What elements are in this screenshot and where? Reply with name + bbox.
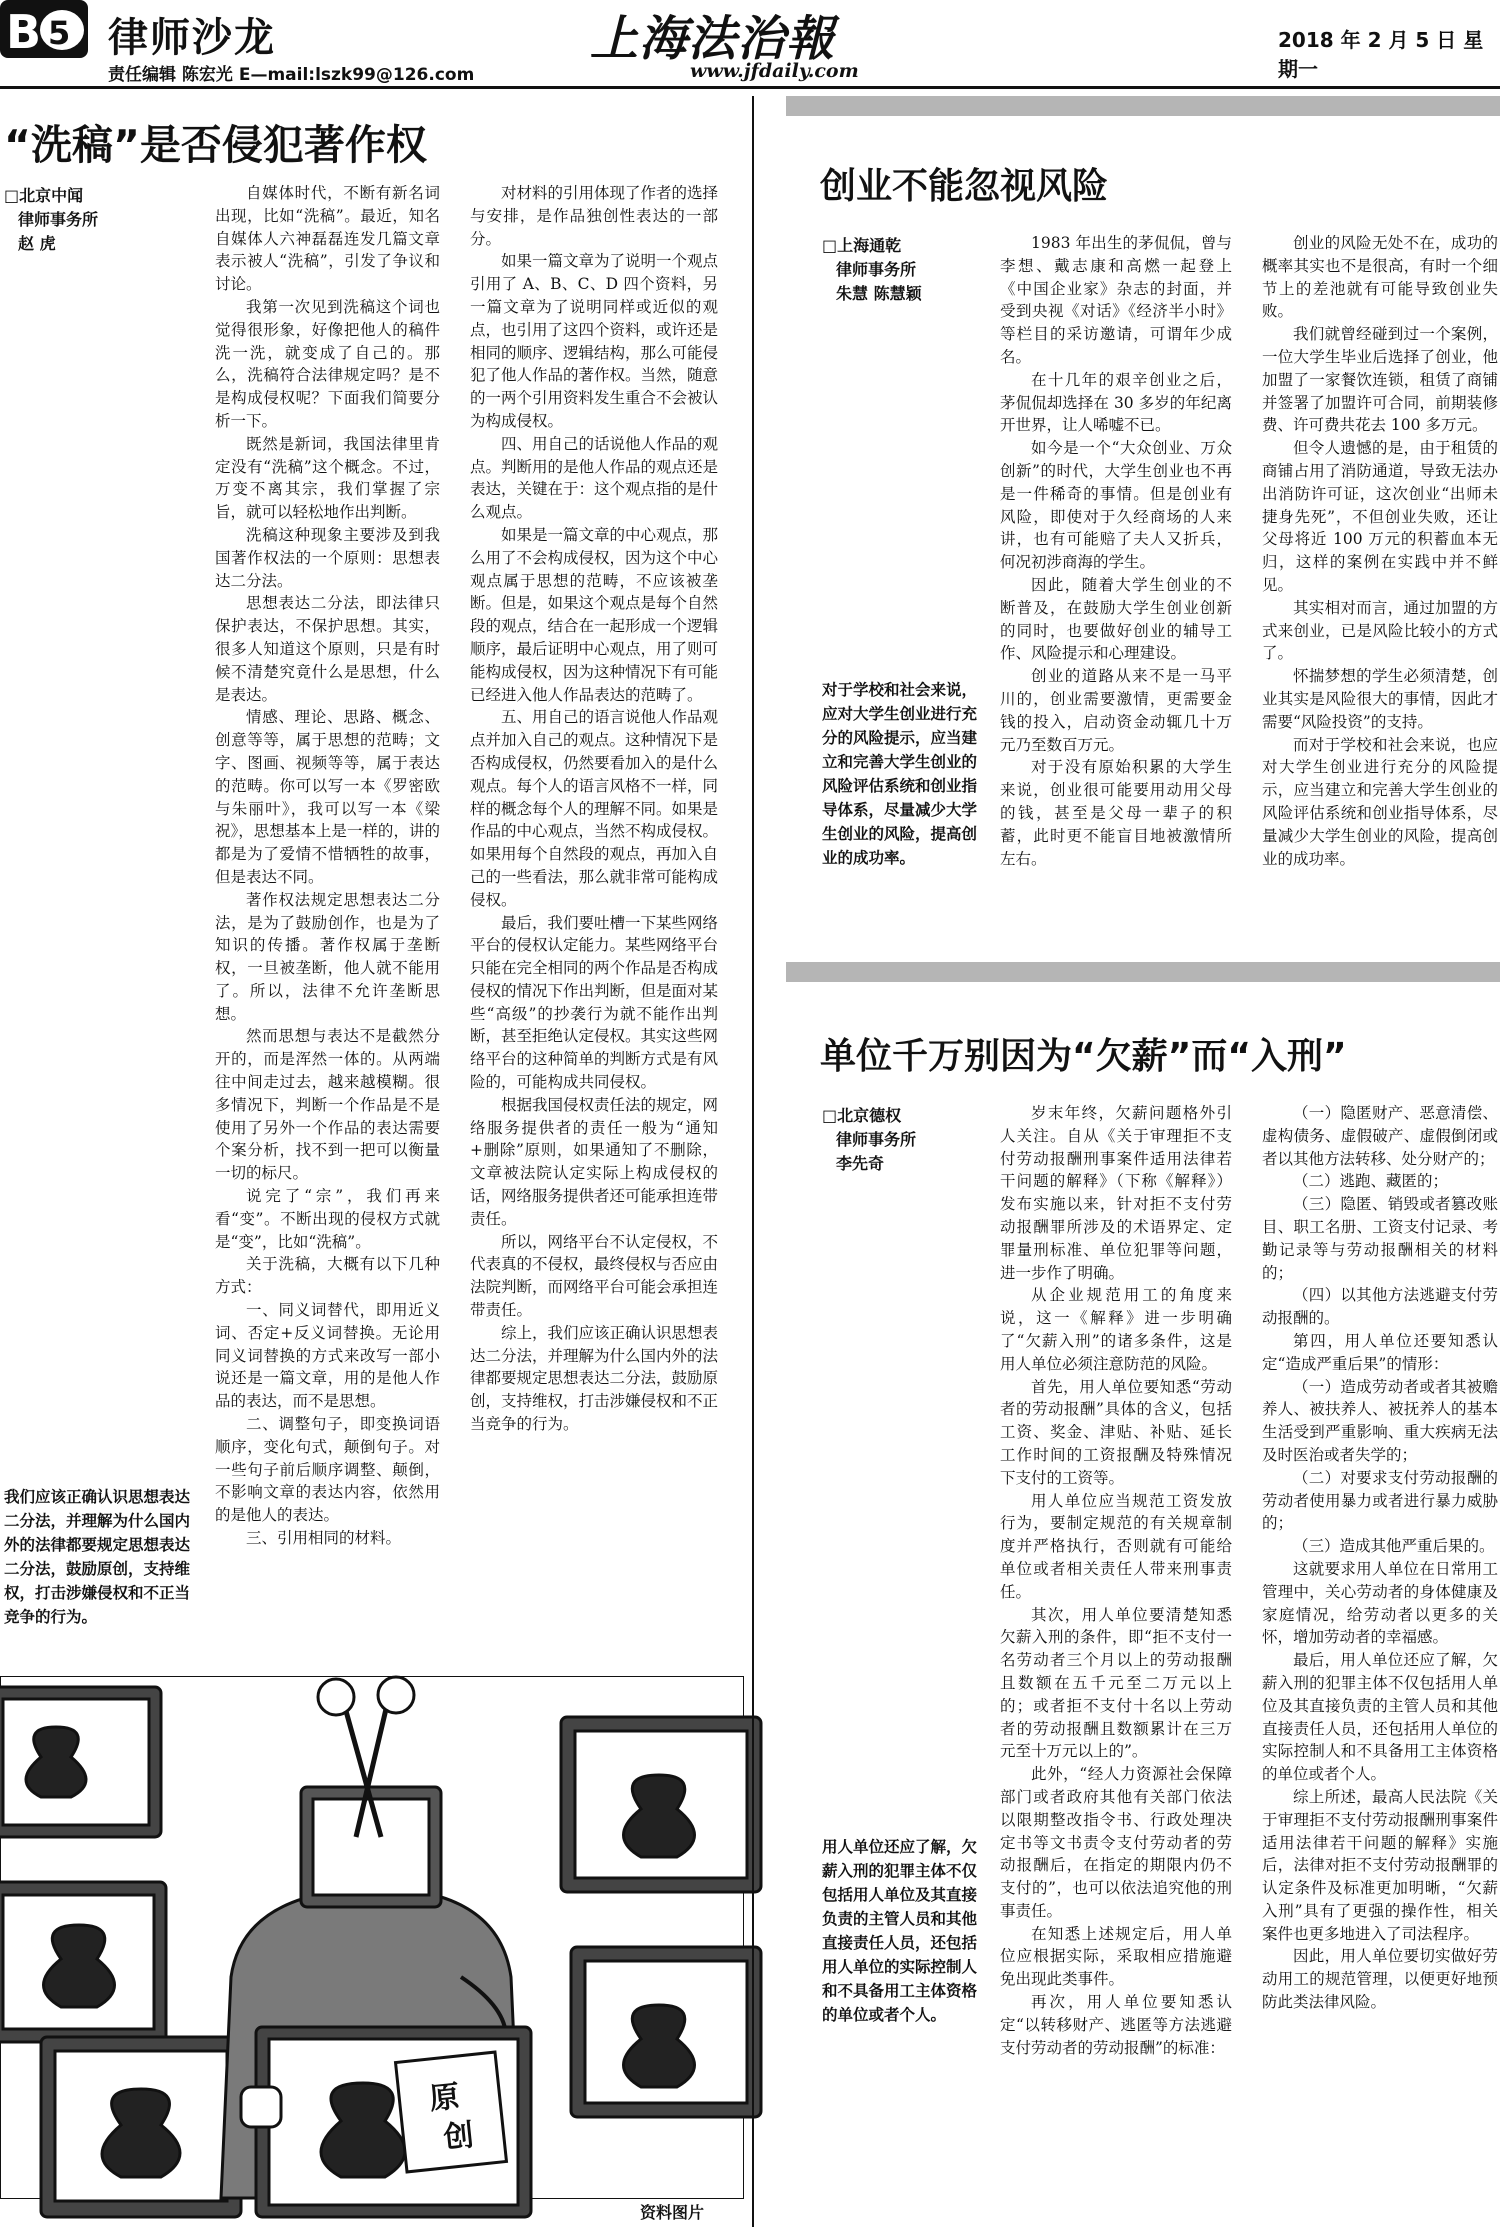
paragraph: 创业的道路从来不是一马平川的，创业需要激情，更需要金钱的投入，启动资金动辄几十万元乃至数百万元。 xyxy=(1000,667,1232,754)
article2-column-1 xyxy=(1000,232,1232,868)
paragraph: 在知悉上述规定后，用人单位应根据实际，采取相应措施避免出现此类事件。 xyxy=(1000,1924,1232,1989)
header-rule xyxy=(0,86,1500,89)
svg-text:5: 5 xyxy=(48,14,71,52)
byline-firm-type: 律师事务所 xyxy=(836,1130,917,1149)
byline-firm: □北京中闻 xyxy=(4,186,84,205)
paragraph: 说完了“宗”，我们再来看“变”。不断出现的侵权方式就是“变”，比如“洗稿”。 xyxy=(215,1187,440,1251)
article1-column-1 xyxy=(215,182,440,1642)
paragraph: 其次，用人单位要清楚知悉欠薪入刑的条件，即“拒不支付一名劳动者三个月以上的劳动报酬且数额在五千元至二万元以上的；或者拒不支付十名以上劳动者的劳动报酬且数额累计在三万元至十万元以上的”。 xyxy=(1000,1605,1232,1761)
article2-byline xyxy=(822,234,992,306)
paragraph: （四）以其他方法逃避支付劳动报酬的。 xyxy=(1262,1286,1498,1328)
article3-title: 单位千万别因为“欠薪”而“入刑” xyxy=(820,1036,1347,1077)
svg-text:B: B xyxy=(6,5,42,59)
paragraph: 其实相对而言，通过加盟的方式来创业，已是风险比较小的方式了。 xyxy=(1262,598,1498,663)
paragraph: 二、调整句子，即变换词语顺序，变化句式，颠倒句子。对一些句子前后顺序调整、颠倒，不影响文章的表达内容，依然用的是他人的表达。 xyxy=(215,1415,440,1525)
editor-line: 责任编辑 陈宏光 E—mail:lszk99@126.com xyxy=(108,65,475,85)
article3-column-1 xyxy=(1000,1102,1232,2222)
paragraph: 从企业规范用工的角度来说，这一《解释》进一步明确了“欠薪入刑”的诸多条件，这是用人单位必须注意防范的风险。 xyxy=(1000,1286,1232,1373)
issue-date: 2018 年 2 月 5 日 星期一 xyxy=(1278,28,1484,81)
byline-author: 李先奇 xyxy=(836,1154,885,1173)
paragraph: 关于洗稿，大概有以下几种方式： xyxy=(215,1255,440,1297)
paragraph: 1983 年出生的茅侃侃，曾与李想、戴志康和高燃一起登上《中国企业家》杂志的封面，并受到央视《对话》《经济半小时》等栏目的采访邀请，可谓年少成名。 xyxy=(1000,234,1232,366)
paragraph: 而对于学校和社会来说，也应对大学生创业进行充分的风险提示，应当建立和完善大学生创业的风险评估系统和创业指导体系，尽量减少大学生创业的风险，提高创业的成功率。 xyxy=(1262,735,1498,868)
paragraph: （一）隐匿财产、恶意清偿、虚构债务、虚假破产、虚假倒闭或者以其他方法转移、处分财产的； xyxy=(1262,1104,1498,1168)
paragraph: 因此，用人单位要切实做好劳动用工的规范管理，以便更好地预防此类法律风险。 xyxy=(1262,1947,1498,2012)
paragraph: 著作权法规定思想表达二分法，是为了鼓励创作，也是为了知识的传播。著作权属于垄断权，一旦被垄断，他人就不能用了。所以，法律不允许垄断思想。 xyxy=(215,890,440,1023)
paragraph: 但令人遗憾的是，由于租赁的商铺占用了消防通道，导致无法办出消防许可证，这次创业“出师未捷身先死”，不但创业失败，还让父母将近 100 万元的积蓄血本无归，这样的案例在实践中并不鲜见。 xyxy=(1262,439,1498,594)
article1-column-2 xyxy=(470,182,718,1642)
paragraph: 在十几年的艰辛创业之后，茅侃侃却选择在 30 多岁的年纪离开世界，让人唏嘘不已。 xyxy=(1000,370,1232,435)
column-divider xyxy=(752,96,754,2227)
paragraph: 自媒体时代，不断有新名词出现，比如“洗稿”。最近，知名自媒体人六神磊磊连发几篇文章表示被人“洗稿”，引发了争议和讨论。 xyxy=(215,184,440,294)
paragraph: 然而思想与表达不是截然分开的，而是浑然一体的。从两端往中间走过去，越来越模糊。很多情况下，判断一个作品是不是使用了另外一个作品的表达需要个案分析，找不到一把可以衡量一切的标尺。 xyxy=(215,1027,440,1183)
paragraph: 根据我国侵权责任法的规定，网络服务提供者的责任一般为“通知+删除”原则，如果通知了不删除，文章被法院认定实际上构成侵权的话，网络服务提供者还可能承担连带责任。 xyxy=(470,1095,719,1228)
paragraph: （三）造成其他严重后果的。 xyxy=(1293,1537,1495,1556)
illustration-image xyxy=(0,1676,744,2199)
paragraph: 综上，我们应该正确认识思想表达二分法，并理解为什么国内外的法律都要规定思想表达二分法，鼓励原创，支持维权，打击涉嫌侵权和不正当竞争的行为。 xyxy=(470,1323,719,1434)
article3-column-2 xyxy=(1262,1102,1498,2222)
paragraph: 用人单位应当规范工资发放行为，要制定规范的有关规章制度并严格执行，否则就有可能给单位或者相关责任人带来刑事责任。 xyxy=(1000,1491,1232,1601)
byline-firm-type: 律师事务所 xyxy=(18,210,99,229)
paragraph: 三、引用相同的材料。 xyxy=(246,1529,402,1548)
paragraph: 思想表达二分法，即法律只保护表达，不保护思想。其实，很多人知道这个原则，只是有时候不清楚究竟什么是思想，什么是表达。 xyxy=(215,594,440,704)
byline-author: 赵 虎 xyxy=(18,234,56,253)
paragraph: 一、同义词替代，即用近义词、否定+反义词替换。无论用同义词替换的方式来改写一部小说还是一篇文章，用的是他人作品的表达，而不是思想。 xyxy=(215,1301,440,1411)
paragraph: 我第一次见到洗稿这个词也觉得很形象，好像把他人的稿件洗一洗，就变成了自己的。那么，洗稿符合法律规定吗？是不是构成侵权呢？下面我们简要分析一下。 xyxy=(215,297,440,430)
paragraph: 创业的风险无处不在，成功的概率其实也不是很高，有时一个细节上的差池就有可能导致创业失败。 xyxy=(1262,234,1498,321)
byline-firm: □北京德权 xyxy=(822,1106,902,1125)
paragraph: 最后，用人单位还应了解，欠薪入刑的犯罪主体不仅包括用人单位及其直接负责的主管人员和其他直接责任人员，还包括用人单位的实际控制人和不具备用工主体资格的单位或者个人。 xyxy=(1262,1651,1498,1784)
article1-byline xyxy=(4,184,194,256)
newspaper-masthead: 上海法治報 xyxy=(590,11,836,67)
article3-header-bar xyxy=(786,962,1500,982)
paragraph: 所以，网络平台不认定侵权，不代表真的不侵权，最终侵权与否应由法院判断，而网络平台可能会承担连带责任。 xyxy=(470,1232,719,1320)
paragraph: 我们就曾经碰到过一个案例，一位大学生毕业后选择了创业，他加盟了一家餐饮连锁，租赁了商铺并签署了加盟许可合同，前期装修费、许可费共花去 100 多万元。 xyxy=(1262,325,1498,435)
paragraph: 情感、理论、思路、概念、创意等等，属于思想的范畴；文字、图画、视频等等，属于表达的范畴。你可以写一本《罗密欧与朱丽叶》，我可以写一本《梁祝》，思想基本上是一样的，讲的都是为了爱情不惜牺牲的故事，但是表达不同。 xyxy=(215,708,440,886)
website-link[interactable]: www.jfdaily.com xyxy=(690,60,859,82)
paragraph: （二）逃跑、藏匿的； xyxy=(1293,1172,1449,1191)
article1-title: “洗稿”是否侵犯著作权 xyxy=(4,121,427,169)
article3-pull-quote: 用人单位还应了解，欠薪入刑的犯罪主体不仅包括用人单位及其直接负责的主管人员和其他直接责任人员，还包括用人单位的实际控制人和不具备用工主体资格的单位或者个人。 xyxy=(822,1838,978,2024)
paragraph: 既然是新词，我国法律里肯定没有“洗稿”这个概念。不过，万变不离其宗，我们掌握了宗旨，就可以轻松地作出判断。 xyxy=(215,434,440,522)
page-badge xyxy=(0,0,88,58)
sign-text-1: 原 xyxy=(427,2079,462,2118)
byline-firm: □上海通乾 xyxy=(822,236,902,255)
paragraph: 如果是一篇文章的中心观点，那么用了不会构成侵权，因为这个中心观点属于思想的范畴，不应该被垄断。但是，如果这个观点是每个自然段的观点，结合在一起形成一个逻辑顺序，最后证明中心观点，用了则可能构成侵权，因为这种情况下有可能已经进入他人作品表达的范畴了。 xyxy=(470,525,719,704)
monitor-icon xyxy=(41,2037,241,2217)
article1-pull-quote: 我们应该正确认识思想表达二分法，并理解为什么国内外的法律都要规定思想表达二分法，鼓励原创，支持维权，打击涉嫌侵权和不正当竞争的行为。 xyxy=(4,1488,191,1626)
monitor-icon xyxy=(0,1882,166,2042)
monitor-icon xyxy=(571,1947,761,2117)
article2-header-bar xyxy=(786,96,1500,116)
paragraph: （三）隐匿、销毁或者篡改账目、职工名册、工资支付记录、考勤记录等与劳动报酬相关的材料的； xyxy=(1262,1195,1498,1282)
article2-column-2 xyxy=(1262,232,1498,868)
byline-firm-type: 律师事务所 xyxy=(836,260,917,279)
paragraph: 对材料的引用体现了作者的选择与安排，是作品独创性表达的一部分。 xyxy=(470,184,719,248)
paragraph: 如今是一个“大众创业、万众创新”的时代，大学生创业也不再是一件稀奇的事情。但是创业有风险，即使对于久经商场的人来讲，也有可能赔了夫人又折兵，何况初涉商海的学生。 xyxy=(1000,439,1232,572)
paragraph: 再次，用人单位要知悉认定“以转移财产、逃匿等方法逃避支付劳动者的劳动报酬”的标准： xyxy=(1000,1993,1232,2057)
paragraph: 四、用自己的话说他人作品的观点。判断用的是他人作品的观点还是表达，关键在于：这个观点指的是什么观点。 xyxy=(470,434,719,522)
paragraph: 首先，用人单位要知悉“劳动者的劳动报酬”具体的含义，包括工资、奖金、津贴、补贴、延长工作时间的工资报酬及特殊情况下支付的工资等。 xyxy=(1000,1377,1232,1487)
paragraph: （一）造成劳动者或者其被赡养人、被扶养人、被抚养人的基本生活受到严重影响、重大疾病无法及时医治或者失学的； xyxy=(1262,1377,1498,1464)
paragraph: 岁末年终，欠薪问题格外引人关注。自从《关于审理拒不支付劳动报酬刑事案件适用法律若干问题的解释》（下称《解释》）发布实施以来，针对拒不支付劳动报酬罪所涉及的术语界定、定罪量刑标准、单位犯罪等问题，进一步作了明确。 xyxy=(1000,1104,1232,1282)
paragraph: 这就要求用人单位在日常用工管理中，关心劳动者的身体健康及家庭情况，给劳动者以更多的关怀，增加劳动者的幸福感。 xyxy=(1262,1559,1498,1647)
paragraph: 如果一篇文章为了说明一个观点引用了 A、B、C、D 四个资料，另一篇文章为了说明同样或近似的观点，也引用了这四个资料，或许还是相同的顺序、逻辑结构，那么可能侵犯了他人作品的著作权。当然，随意的一两个引用资料发生重合不会被认为构成侵权。 xyxy=(470,252,719,430)
sign-text-2: 创 xyxy=(441,2117,476,2156)
paragraph: 怀揣梦想的学生必须清楚，创业其实是风险很大的事情，因此才需要“风险投资”的支持。 xyxy=(1262,667,1498,731)
monitor-icon xyxy=(561,1717,761,1892)
paragraph: 因此，随着大学生创业的不断普及，在鼓励大学生创业创新的同时，也要做好创业的辅导工作、风险提示和心理建设。 xyxy=(1000,575,1232,663)
image-caption: 资料图片 xyxy=(640,2203,705,2222)
article2-pull-quote: 对于学校和社会来说，应对大学生创业进行充分的风险提示，应当建立和完善大学生创业的风险评估系统和创业指导体系，尽量减少大学生创业的风险，提高创业的成功率。 xyxy=(822,681,978,867)
monitor-icon xyxy=(0,1687,161,1837)
paragraph: 对于没有原始积累的大学生来说，创业很可能要用动用父母的钱，甚至是父母一辈子的积蓄，此时更不能盲目地被激情所左右。 xyxy=(1000,758,1232,868)
paragraph: 洗稿这种现象主要涉及到我国著作权法的一个原则：思想表达二分法。 xyxy=(215,525,440,590)
paragraph: 最后，我们要吐槽一下某些网络平台的侵权认定能力。某些网络平台只能在完全相同的两个作品是否构成侵权的情况下作出判断，但是面对某些“高级”的抄袭行为就不能作出判断，甚至拒绝认定侵权。其实这些网络平台的这种简单的判断方式是有风险的，可能构成共同侵权。 xyxy=(470,913,719,1092)
byline-author: 朱慧 陈慧颖 xyxy=(836,284,922,303)
paragraph: 五、用自己的语言说他人作品观点并加入自己的观点。这种情况下是否构成侵权，仍然要看加入的是什么观点。每个人的语言风格不一样，同样的概念每个人的理解不同。如果是作品的中心观点，当然不构成侵权。如果用每个自然段的观点，再加入自己的一些看法，那么就非常可能构成侵权。 xyxy=(470,708,719,909)
section-title: 律师沙龙 xyxy=(108,15,276,61)
paragraph: 综上所述，最高人民法院《关于审理拒不支付劳动报酬刑事案件适用法律若干问题的解释》实施后，法律对拒不支付劳动报酬罪的认定条件及标准更加明晰，“欠薪入刑”具有了更强的操作性，相关案件也更多地进入了司法程序。 xyxy=(1262,1787,1498,1943)
paragraph: 第四，用人单位还要知悉认定“造成严重后果”的情形： xyxy=(1262,1331,1498,1373)
paragraph: 此外，“经人力资源社会保障部门或者政府其他有关部门依法以限期整改指令书、行政处理决定书等文书责令支付劳动者的劳动报酬后，在指定的期限内仍不支付的”，也可以依法追究他的刑事责任。 xyxy=(1000,1765,1232,1920)
article2-title: 创业不能忽视风险 xyxy=(820,166,1109,207)
article3-byline xyxy=(822,1104,992,1176)
paragraph: （二）对要求支付劳动报酬的劳动者使用暴力或者进行暴力威胁的； xyxy=(1262,1468,1498,1533)
illustration-drawing xyxy=(1,1677,743,2198)
